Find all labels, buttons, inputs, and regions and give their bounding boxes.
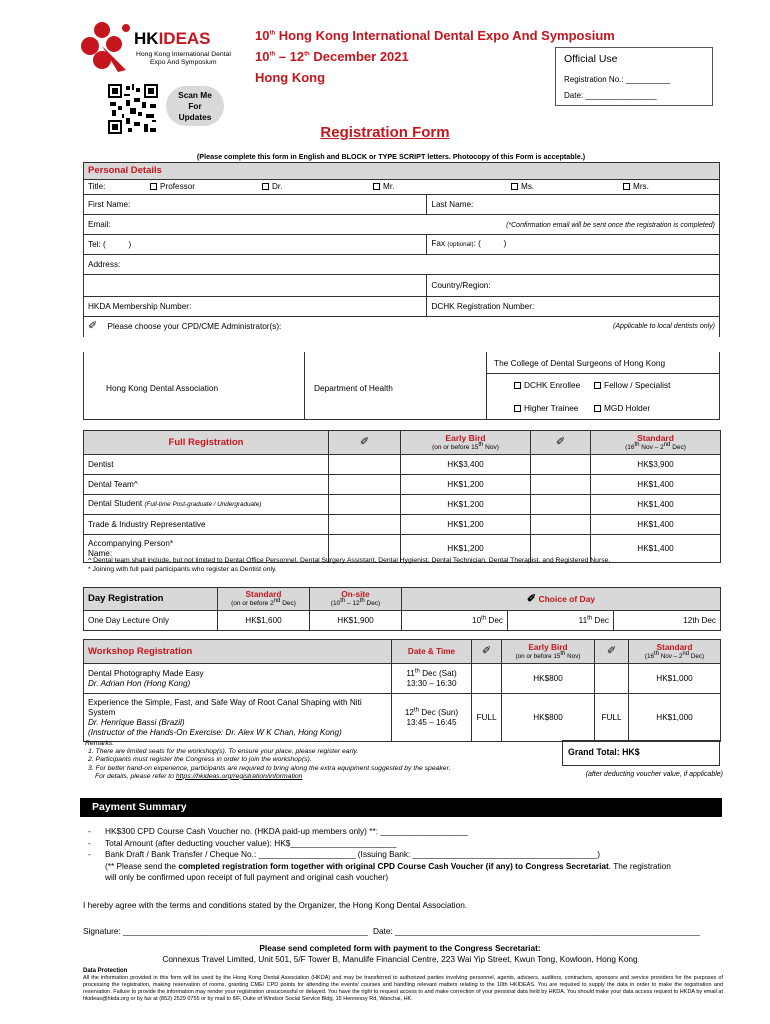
- row-early-check[interactable]: [329, 455, 401, 475]
- email-note: (*Confirmation email will be sent once the registration is completed): [506, 222, 715, 229]
- ws-early-sub-b: Nov): [565, 652, 581, 660]
- remark-3: 3. For better hand-on experience, participants are required to bring along the extra equipment suggested by the speaker.: [88, 764, 451, 772]
- day10-num: 10: [472, 615, 482, 625]
- day-choice-header: [402, 588, 721, 611]
- full-early-sub-sup: th: [478, 441, 484, 448]
- row-std-check[interactable]: [531, 495, 591, 515]
- scan-me-badge: [166, 86, 224, 126]
- ws1-time: 13:30 – 16:30: [406, 678, 457, 688]
- opt-trainee-label: Higher Trainee: [524, 403, 579, 413]
- scan-line3: Updates: [178, 112, 212, 122]
- title-option-dr[interactable]: [262, 182, 282, 192]
- last-name-field[interactable]: Last Name:: [427, 195, 720, 215]
- table-row: [84, 455, 721, 475]
- event-date-mid: – 12: [275, 49, 305, 64]
- full-early-sub-a: (on or before 15: [432, 443, 479, 451]
- row-std-check[interactable]: [531, 475, 591, 495]
- row-std-check[interactable]: [531, 455, 591, 475]
- logo-line1: Hong Kong International Dental: [136, 51, 231, 58]
- ws2-date-b: Dec (Sun): [418, 707, 459, 717]
- personal-header: Personal Details: [84, 163, 720, 180]
- workshop-std-check-header: [595, 640, 629, 664]
- workshop-remarks: [85, 740, 450, 781]
- row-label-italic: (Full-time Post-graduate / Undergraduate): [144, 501, 262, 508]
- full-std-check-header: [531, 431, 591, 455]
- payment-header: Payment Summary: [80, 798, 722, 817]
- email-label: Email:: [88, 219, 111, 229]
- title-option-mrs[interactable]: [623, 182, 649, 192]
- title-label: Title:: [88, 182, 106, 191]
- workshop1-speaker: Dr. Adrian Hon (Hong Kong): [88, 678, 191, 688]
- fax-parens: : ( ): [473, 239, 507, 248]
- official-date[interactable]: Date: ________________: [564, 91, 657, 100]
- logo: [80, 20, 230, 78]
- row-label-name: Name:: [88, 548, 113, 558]
- workshop-date-header: Date & Time: [392, 640, 472, 664]
- signature-field[interactable]: Signature: _____________________________________________________: [83, 926, 368, 936]
- ws1-date-sup: th: [414, 667, 420, 674]
- full-registration-section: [83, 430, 720, 563]
- table-row: [84, 475, 721, 495]
- row-early-check[interactable]: [329, 515, 401, 535]
- ws1-date-b: Dec (Sat): [419, 668, 457, 678]
- ws2-time: 13:45 – 16:45: [406, 717, 457, 727]
- checkmark-icon: ✐: [606, 645, 617, 657]
- checkmark-icon: ✐: [555, 436, 566, 448]
- day10-sup: th: [481, 614, 487, 621]
- bullet-dash: -: [88, 826, 91, 836]
- event-place: Hong Kong: [255, 70, 326, 85]
- full-std-sub-c: Dec): [670, 443, 686, 451]
- data-protection-text: All the information provided in this form will be used by the Hong Kong Dental Association (HKDA) and may be transferred to authorized parties involving personnel, agents, advisers, auditors, contractors, sponsors and service providers for the purposes of processing the registration, making reservation of rooms, granting CME/ CPD points for attending the events/ courses and handling relevant matters relating to the 10th HKIDEAS. You are required to supply the data in order to make the registration and reservation. Failure to provide the information may render your registration unsuccessful or delayed. You have the right to request access to and make correction of your personal data held by HKDA. You should make your data access request to HKDA by email at hkideas@hkda.org or by fax at (852) 2529 0755 or by mail to 8/F, Duke of Windsor Social Service Bldg, 15 Hennessy Rd, Wanchai, HK.: [83, 975, 723, 1002]
- workshop2-speaker: Dr. Henrique Bassi (Brazil): [88, 717, 185, 727]
- dchk-number-field[interactable]: DCHK Registration Number:: [427, 297, 720, 317]
- day-choice-title: Choice of Day: [538, 594, 596, 604]
- day-reg-header: Day Registration: [84, 588, 218, 611]
- bullet-dash: -: [88, 837, 91, 848]
- full-early-sub-b: Nov): [483, 443, 499, 451]
- row-early-price: HK$3,400: [401, 455, 531, 475]
- college-header: The College of Dental Surgeons of Hong Kong: [487, 352, 719, 374]
- event-date-a: 10: [255, 49, 270, 64]
- cpd-admin-grid: [83, 352, 720, 420]
- table-row: [84, 495, 721, 515]
- payment-note-a: (** Please send the: [105, 860, 179, 871]
- day10-rest: Dec: [486, 615, 503, 625]
- fax-label: Fax: [431, 239, 448, 248]
- event-title: [255, 26, 615, 46]
- day-option-12[interactable]: 12th Dec: [614, 611, 721, 631]
- row-std-price: HK$1,400: [591, 475, 721, 495]
- event-title-num: 10: [255, 28, 270, 43]
- country-field[interactable]: Country/Region:: [427, 275, 720, 297]
- title-row: [84, 180, 720, 195]
- row-label: [84, 495, 329, 515]
- row-early-check[interactable]: [329, 495, 401, 515]
- checkmark-icon: ✐: [359, 436, 370, 448]
- workshop2-title: Experience the Simple, Fast, and Safe Way of Root Canal Shaping with Niti System: [88, 697, 362, 717]
- full-note2: * Joining with full paid participants who register as Dentist only.: [88, 566, 277, 573]
- checkbox-icon[interactable]: [511, 183, 518, 190]
- ws1-early-price: HK$800: [502, 664, 595, 694]
- workshop1-info: [84, 664, 392, 694]
- event-dates: [255, 47, 409, 67]
- day11-num: 11: [578, 615, 588, 625]
- workshop-std-header: [629, 640, 721, 664]
- title-option-mr[interactable]: [373, 182, 394, 192]
- ws2-date-sup: th: [413, 706, 419, 713]
- full-reg-header: Full Registration: [84, 431, 329, 455]
- day-onsite-sub-c: Dec): [364, 600, 381, 607]
- day-onsite-header: [310, 588, 402, 611]
- cpd-prompt: Please choose your CPD/CME Administrator(s):: [107, 322, 282, 332]
- row-std-price: HK$1,400: [591, 495, 721, 515]
- row-label-main: Dental Student: [88, 499, 145, 508]
- cpd-option-higher-trainee[interactable]: [514, 403, 578, 413]
- workshop1-title: Dental Photography Made Easy: [88, 668, 204, 678]
- title-professor-label: Professor: [160, 182, 196, 191]
- fax-optional: (optional): [447, 241, 474, 248]
- logo-brand-hk: HK: [134, 29, 159, 48]
- title-option-professor[interactable]: [150, 182, 195, 192]
- official-use-title: Official Use: [564, 53, 618, 65]
- row-std-price: HK$3,900: [591, 455, 721, 475]
- ws-std-sub-sup2: nd: [682, 650, 690, 657]
- checkmark-icon: ✐: [526, 593, 537, 605]
- logo-brand-ideas: IDEAS: [158, 29, 211, 48]
- date-field[interactable]: Date: __________________________________________________________________: [373, 926, 700, 936]
- event-title-sup: th: [269, 30, 276, 37]
- row-early-check[interactable]: [329, 475, 401, 495]
- title-mrs-label: Mrs.: [633, 182, 649, 191]
- form-title: Registration Form: [320, 124, 450, 141]
- ws-std-sub-a: (16: [644, 652, 654, 660]
- checkbox-icon[interactable]: [514, 382, 521, 389]
- ws-early-title: Early Bird: [528, 641, 568, 652]
- cpd-hkda-label: Hong Kong Dental Association: [106, 383, 219, 393]
- table-row: [84, 611, 721, 631]
- checkbox-icon[interactable]: [594, 405, 601, 412]
- full-std-header: [591, 431, 721, 455]
- after-voucher-note: (after deducting voucher value, if applicable): [585, 771, 723, 778]
- cpd-prompt-row: [84, 317, 720, 337]
- fax-field[interactable]: [427, 235, 720, 255]
- day-row-onsite-price: HK$1,900: [310, 611, 402, 631]
- day-onsite-sub-a: (10: [330, 600, 341, 607]
- ws2-early-full: FULL: [472, 694, 502, 742]
- full-std-title: Standard: [637, 432, 674, 443]
- logo-line2: Expo And Symposium: [150, 59, 217, 66]
- remarks-title: Remarks:: [85, 740, 115, 747]
- day-onsite-sub-sup1: th: [340, 597, 346, 604]
- remark-4-text: For details, please refer to: [95, 772, 176, 780]
- table-row: [84, 515, 721, 535]
- ws-early-sub-a: (on or before 15: [515, 652, 561, 660]
- ws2-date-a: 12: [404, 707, 414, 717]
- workshop2-info: [84, 694, 392, 742]
- send-instruction: Please send completed form with payment to the Congress Secretariat:: [259, 943, 541, 953]
- day-onsite-sub-sup2: th: [359, 597, 365, 604]
- row-label: Dentist: [84, 455, 329, 475]
- row-early-price: HK$1,200: [401, 515, 531, 535]
- grand-total-box[interactable]: Grand Total: HK$: [562, 740, 720, 766]
- day-option-10[interactable]: [402, 611, 508, 631]
- event-date-b-sup: th: [304, 51, 310, 58]
- ws1-date-a: 11: [406, 668, 415, 678]
- day-std-sub-sup: nd: [273, 597, 281, 604]
- agree-text: I hereby agree with the terms and conditions stated by the Organizer, the Hong Kong Dental Association.: [83, 900, 468, 910]
- title-ms-label: Ms.: [521, 182, 535, 191]
- row-label: Dental Team^: [84, 475, 329, 495]
- checkbox-icon[interactable]: [514, 405, 521, 412]
- full-std-sub-sup1: th: [634, 441, 640, 448]
- cpd-doh-label: Department of Health: [314, 383, 393, 393]
- official-reg-no[interactable]: Registration No.: __________: [564, 75, 671, 84]
- ws2-std-price: HK$1,000: [629, 694, 721, 742]
- bank-line[interactable]: Bank Draft / Bank Transfer / Cheque No.: _____________________ (Issuing Bank: ________________________________________): [105, 849, 600, 859]
- ws2-early-price: HK$800: [502, 694, 595, 742]
- personal-details-section: [83, 162, 720, 337]
- ws1-early-check[interactable]: [472, 664, 502, 694]
- tel-field[interactable]: Tel: ( ): [84, 235, 427, 255]
- data-protection-title: Data Protection: [83, 968, 128, 974]
- total-amount-line[interactable]: Total Amount (after deducting voucher value): HK$_______________________: [105, 837, 397, 848]
- ws-early-sub-sup: th: [560, 650, 566, 657]
- title-mr-label: Mr.: [383, 182, 395, 191]
- checkbox-icon[interactable]: [373, 183, 380, 190]
- workshop2-instructor: (Instructor of the Hands-On Exercise: Dr. Alex W K Chan, Hong Kong): [88, 727, 342, 737]
- event-date-rest: December 2021: [309, 49, 409, 64]
- email-field[interactable]: [84, 215, 720, 235]
- cpd-option-mgd[interactable]: [594, 403, 650, 413]
- first-name-field[interactable]: First Name:: [84, 195, 427, 215]
- row-early-price: HK$1,200: [401, 535, 531, 563]
- day11-sup: th: [587, 614, 593, 621]
- row-std-check[interactable]: [531, 515, 591, 535]
- row-label: Trade & Industry Representative: [84, 515, 329, 535]
- full-note1: ^ Dental team shall include, but not limited to Dental Office Personnel, Dental Surgery Assistant, Dental Hygienist, Dental Technician, Dental Therapist, and Registered Nurse.: [88, 557, 611, 564]
- payment-bullets: [88, 826, 718, 884]
- workshop1-datetime: [392, 664, 472, 694]
- event-date-a-sup: th: [269, 51, 276, 58]
- day-onsite-title: On-site: [341, 589, 370, 599]
- row-std-price: HK$1,400: [591, 535, 721, 563]
- title-dr-label: Dr.: [272, 182, 283, 191]
- cpd-note: (Applicable to local dentists only): [613, 323, 715, 330]
- day-onsite-sub-b: – 12: [345, 600, 360, 607]
- full-std-sub-b: Nov – 2: [639, 443, 664, 451]
- remark-2: 2. Participants must register the Congress in order to join the workshop(s).: [88, 756, 312, 764]
- full-early-title: Early Bird: [445, 432, 486, 443]
- payment-note-d: will only be confirmed upon receipt of full payment and original cash voucher): [105, 872, 389, 882]
- row-std-price: HK$1,400: [591, 515, 721, 535]
- opt-dchk-label: DCHK Enrollee: [524, 380, 581, 390]
- opt-fellow-label: Fellow / Specialist: [604, 380, 671, 390]
- ws-std-sub-b: Nov – 2: [658, 652, 683, 660]
- checkmark-icon: ✐: [481, 645, 492, 657]
- voucher-line[interactable]: HK$300 CPD Course Cash Voucher no. (HKDA paid-up members only) **: ___________________: [105, 826, 468, 836]
- checkbox-icon[interactable]: [262, 183, 269, 190]
- row-early-price: HK$1,200: [401, 495, 531, 515]
- checkbox-icon[interactable]: [623, 183, 630, 190]
- day-std-sub-b: Dec): [280, 600, 296, 607]
- ws-std-sub-sup1: th: [653, 650, 659, 657]
- checkmark-icon: ✐: [88, 320, 98, 333]
- row-early-price: HK$1,200: [401, 475, 531, 495]
- day-row-label: One Day Lecture Only: [84, 611, 218, 631]
- official-use-box: [555, 47, 713, 106]
- hkda-number-field[interactable]: HKDA Membership Number:: [84, 297, 427, 317]
- cpd-option-dchk-enrollee[interactable]: [514, 380, 580, 390]
- table-row: [84, 694, 721, 742]
- checkbox-icon[interactable]: [594, 382, 601, 389]
- ws-std-title: Standard: [656, 641, 693, 652]
- form-instructions: (Please complete this form in English and BLOCK or TYPE SCRIPT letters. Photocopy of this Form is acceptable.): [196, 152, 586, 161]
- flower-logo-icon: [80, 20, 140, 78]
- ws1-std-check[interactable]: [595, 664, 629, 694]
- info-link[interactable]: https://hkideas.org/registration/information: [175, 772, 303, 780]
- workshop-early-check-header: [472, 640, 502, 664]
- day-registration-section: [83, 587, 720, 631]
- full-early-header: [401, 431, 531, 455]
- ws-std-sub-c: Dec): [689, 652, 705, 660]
- opt-mgd-label: MGD Holder: [604, 403, 651, 413]
- payment-note-c: . The registration: [608, 860, 671, 871]
- ws1-std-price: HK$1,000: [629, 664, 721, 694]
- scan-line2: For: [188, 101, 202, 111]
- day-option-11[interactable]: [508, 611, 614, 631]
- row-label-main: Accompanying Person*: [88, 538, 174, 548]
- workshop-early-header: [502, 640, 595, 664]
- scan-line1: Scan Me: [178, 90, 212, 100]
- secretariat-address: Connexus Travel Limited, Unit 501, 5/F Tower B, Manulife Financial Centre, 223 Wai Yip Street, Kwun Tong, Kowloon, Hong Kong: [162, 954, 638, 964]
- day-std-sub-a: (on or before 2: [231, 600, 274, 607]
- workshop-header: Workshop Registration: [84, 640, 392, 664]
- title-option-ms[interactable]: [511, 182, 534, 192]
- address-field[interactable]: Address:: [84, 255, 720, 275]
- payment-note-b: completed registration form together with original CPD Course Cash Voucher (if any) to Congress Secretariat: [178, 860, 609, 871]
- cpd-option-fellow[interactable]: [594, 380, 670, 390]
- address-line2-field[interactable]: [84, 275, 427, 297]
- day-row-std-price: HK$1,600: [218, 611, 310, 631]
- ws2-std-full: FULL: [595, 694, 629, 742]
- remark-1: 1. There are limited seats for the workshop(s). To ensure your place, please register early.: [88, 748, 359, 756]
- table-row: [84, 664, 721, 694]
- workshop2-datetime: [392, 694, 472, 742]
- full-early-check-header: [329, 431, 401, 455]
- event-title-rest: Hong Kong International Dental Expo And Symposium: [275, 28, 615, 43]
- full-std-sub-a: (16: [625, 443, 635, 451]
- day-std-title: Standard: [245, 589, 282, 599]
- workshop-section: [83, 639, 720, 742]
- checkbox-icon[interactable]: [150, 183, 157, 190]
- full-std-sub-sup2: nd: [663, 441, 671, 448]
- day-std-header: [218, 588, 310, 611]
- day11-rest: Dec: [592, 615, 609, 625]
- bullet-dash: -: [88, 849, 91, 859]
